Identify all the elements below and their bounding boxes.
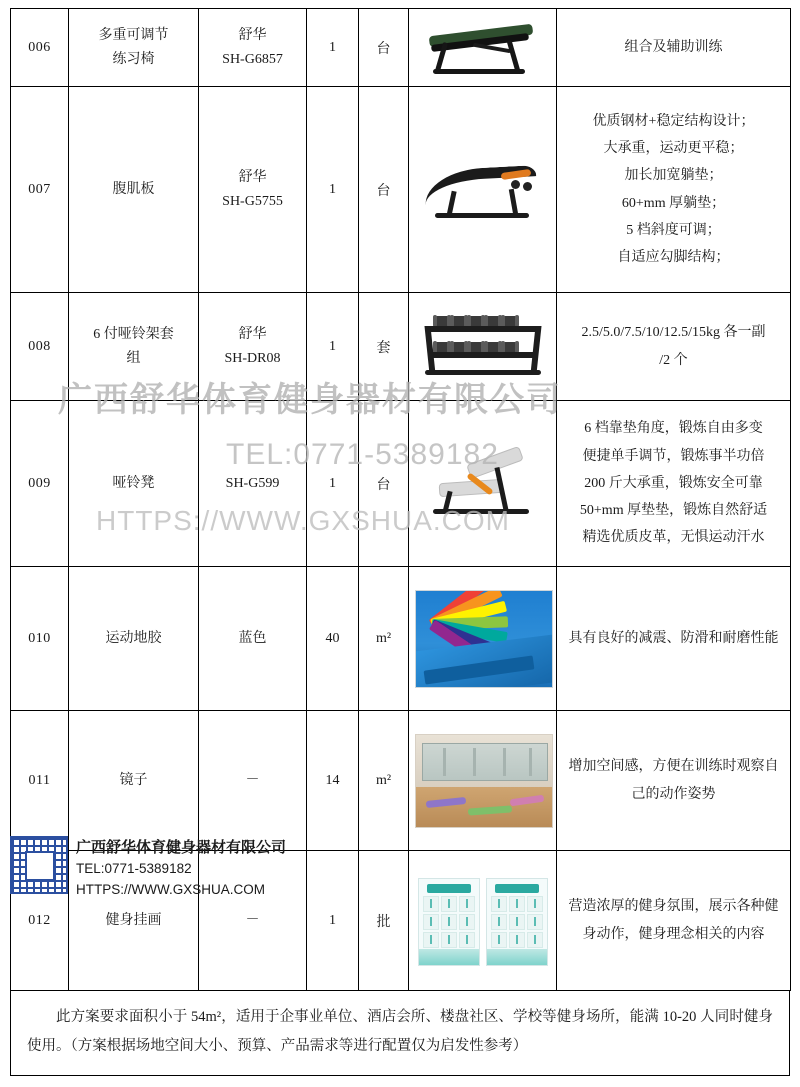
desc-line: 己的动作姿势: [631, 786, 716, 802]
footer-note: [10, 991, 790, 1076]
row-description: [557, 9, 791, 87]
row-description: [557, 87, 791, 293]
row-unit: m²: [359, 567, 409, 711]
row-number: 010: [11, 567, 69, 711]
row-model: [199, 567, 307, 711]
desc-line: 身动作，健身理念相关的内容: [582, 926, 765, 942]
row-quantity: 1: [307, 401, 359, 567]
row-quantity: 1: [307, 9, 359, 87]
row-unit: m²: [359, 711, 409, 851]
model-line: 舒华: [238, 169, 267, 185]
row-model: [199, 401, 307, 567]
stamp-url: HTTPS://WWW.GXSHUA.COM: [76, 882, 265, 898]
name-line: 练习椅: [112, 51, 155, 67]
name-line: 腹肌板: [112, 181, 155, 197]
contact-lines: [76, 836, 286, 901]
row-model: [199, 9, 307, 87]
row-quantity: 40: [307, 567, 359, 711]
row-description: [557, 293, 791, 401]
row-number: 008: [11, 293, 69, 401]
row-image-cell: [409, 9, 557, 87]
watermark-company: 广西舒华体育健身器材有限公司: [58, 381, 562, 419]
dumbbell-stool-image: [415, 449, 551, 519]
model-line: SH-G6857: [222, 51, 283, 67]
row-quantity: 1: [307, 851, 359, 991]
row-unit: 台: [359, 401, 409, 567]
row-unit: 套: [359, 293, 409, 401]
model-line: 蓝色: [238, 630, 267, 646]
row-product-name: [69, 711, 199, 851]
row-number: 006: [11, 9, 69, 87]
desc-line: 自适应勾脚结构；: [617, 250, 730, 266]
row-image-cell: [409, 711, 557, 851]
desc-line: 增加空间感，方便在训练时观察自: [568, 759, 779, 775]
row-description: [557, 567, 791, 711]
model-line: 舒华: [238, 326, 267, 342]
model-line: －: [245, 772, 260, 788]
desc-line: 便捷单手调节，锻炼事半功倍: [582, 448, 765, 464]
desc-line: 50+mm 厚垫垫，锻炼自然舒适: [579, 503, 768, 519]
table-row: [11, 711, 791, 851]
desc-line: 组合及辅助训练: [624, 39, 723, 55]
footer-note-text: 此方案要求面积小于 54m²，适用于企事业单位、酒店会所、楼盘社区、学校等健身场所，能满 10-20 人同时健身使用。（方案根据场地空间大小、预算、产品需求等进行配置仅为启发性参考）: [27, 1009, 773, 1054]
model-line: SH-DR08: [224, 350, 281, 366]
model-line: －: [245, 912, 260, 928]
row-image-cell: [409, 401, 557, 567]
row-model: [199, 87, 307, 293]
row-unit: 台: [359, 9, 409, 87]
row-number: 011: [11, 711, 69, 851]
desc-line: 60+mm 厚躺垫；: [621, 195, 726, 211]
watermark-tel: TEL:0771-5389182: [226, 438, 499, 471]
name-line: 6 付哑铃架套: [93, 326, 174, 342]
name-line: 多重可调节: [98, 27, 169, 43]
row-quantity: 1: [307, 87, 359, 293]
desc-line: 营造浓厚的健身氛围，展示各种健: [568, 899, 779, 915]
name-line: 哑铃凳: [112, 475, 155, 491]
table-row: [11, 87, 791, 293]
desc-line: 200 斤大承重，锻炼安全可靠: [584, 475, 763, 491]
desc-line: 大承重，运动更平稳；: [603, 140, 744, 156]
desc-line: 5 档斜度可调；: [626, 222, 721, 238]
row-image-cell: [409, 567, 557, 711]
name-line: 组: [126, 350, 141, 366]
watermark-url: HTTPS://WWW.GXSHUA.COM: [96, 505, 510, 536]
row-product-name: [69, 401, 199, 567]
adjustable-bench-image: [415, 16, 551, 80]
stamp-company: 广西舒华体育健身器材有限公司: [76, 839, 287, 856]
row-quantity: 1: [307, 293, 359, 401]
row-product-name: [69, 9, 199, 87]
desc-line: 具有良好的减震、防滑和耐磨性能: [568, 630, 779, 646]
desc-line: 2.5/5.0/7.5/10/12.5/15kg 各一副: [581, 325, 766, 341]
sit-up-board-image: [415, 158, 551, 222]
row-model: [199, 711, 307, 851]
row-model: [199, 293, 307, 401]
mirror-room-image: [415, 734, 551, 828]
stamp-tel: TEL:0771-5389182: [76, 861, 192, 877]
row-quantity: 14: [307, 711, 359, 851]
row-description: [557, 851, 791, 991]
qr-code-icon: [10, 836, 68, 894]
sports-flooring-image: [415, 590, 551, 688]
fitness-posters-image: [415, 878, 551, 964]
desc-line: /2 个: [659, 352, 688, 368]
desc-line: 精选优质皮革，无惧运动汗水: [582, 530, 765, 546]
row-product-name: [69, 567, 199, 711]
row-number: 009: [11, 401, 69, 567]
model-line: 舒华: [238, 27, 267, 43]
table-row: [11, 9, 791, 87]
row-description: [557, 711, 791, 851]
contact-stamp: [10, 836, 286, 901]
model-line: SH-G5755: [222, 193, 283, 209]
name-line: 运动地胶: [105, 630, 162, 646]
row-number: 007: [11, 87, 69, 293]
desc-line: 6 档靠垫角度，锻炼自由多变: [584, 421, 763, 437]
row-product-name: [69, 293, 199, 401]
row-unit: 台: [359, 87, 409, 293]
table-row: [11, 567, 791, 711]
dumbbell-rack-image: [415, 312, 551, 382]
name-line: 镜子: [119, 772, 148, 788]
row-product-name: [69, 87, 199, 293]
row-description: [557, 401, 791, 567]
row-image-cell: [409, 851, 557, 991]
row-image-cell: [409, 293, 557, 401]
row-image-cell: [409, 87, 557, 293]
table-row: [11, 293, 791, 401]
table-row: [11, 401, 791, 567]
model-line: SH-G599: [225, 475, 280, 491]
desc-line: 加长加宽躺垫；: [624, 168, 723, 184]
row-unit: 批: [359, 851, 409, 991]
name-line: 健身挂画: [105, 912, 162, 928]
desc-line: 优质钢材+稳定结构设计；: [592, 113, 755, 129]
row-number: 012: [11, 851, 69, 991]
